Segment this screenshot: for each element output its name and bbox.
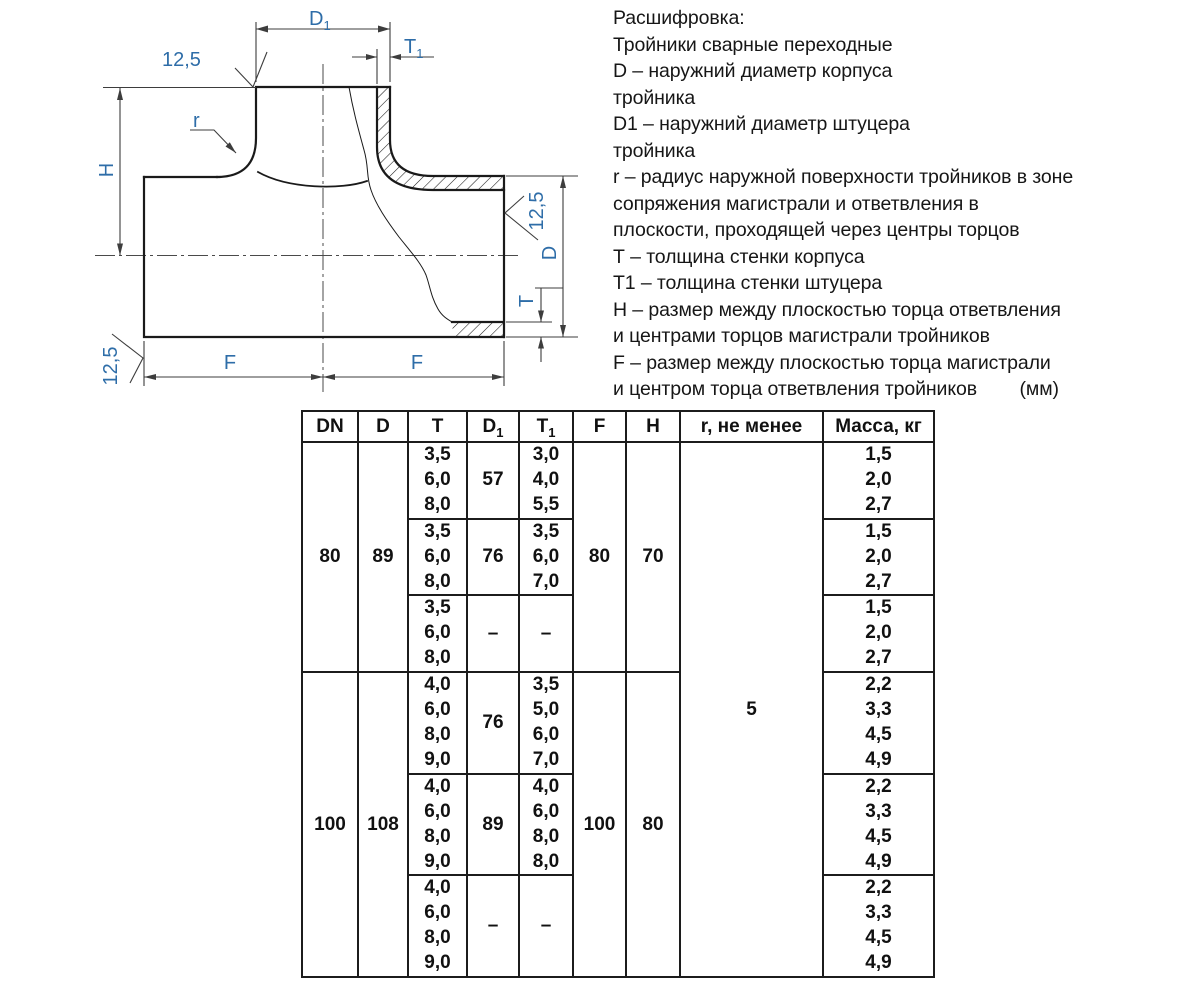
cell-h: 80 — [626, 672, 680, 977]
cell-t1-values: – — [519, 595, 573, 672]
legend-line: Т – толщина стенки корпуса — [613, 245, 865, 268]
col-header-d: D — [358, 411, 408, 442]
cell-dn: 100 — [302, 672, 358, 977]
legend-line: тройника — [613, 86, 696, 109]
legend-line: Т1 – толщина стенки штуцера — [613, 272, 883, 294]
cell-t-values: 4,0 6,0 8,0 9,0 — [408, 875, 467, 977]
cell-d1: 76 — [467, 672, 519, 774]
cell-mass-values: 2,2 3,3 4,5 4,9 — [823, 875, 934, 977]
legend-title: Расшифровка: — [613, 7, 745, 29]
col-header-r: r, не менее — [680, 411, 823, 442]
legend-line: Тройники сварные переходные — [613, 33, 893, 56]
radius-leader — [190, 130, 236, 153]
cell-d1: 89 — [467, 774, 519, 876]
bottom-wall-section — [452, 322, 504, 337]
roughness-label-top: 12,5 — [162, 49, 201, 71]
branch-wall-section — [377, 87, 504, 190]
cell-d1: – — [467, 875, 519, 977]
cell-d1: – — [467, 595, 519, 672]
legend-line: и центром торца ответвления тройников (мм) — [613, 378, 1059, 400]
roughness-label-bottom: 12,5 — [100, 346, 122, 386]
dim-label-t1: $T_1$ — [404, 36, 424, 61]
dim-label-d1: $D_1$ — [309, 8, 331, 33]
dim-label-f-right: F — [410, 352, 424, 374]
table-row — [302, 442, 934, 519]
legend-line: D1 – наружний диаметр штуцера — [613, 113, 910, 135]
legend-line: и центрами торцов магистрали тройников — [613, 325, 990, 347]
legend-line: тройника — [613, 139, 696, 162]
cell-d: 89 — [358, 442, 408, 672]
legend-line: F – размер между плоскостью торца магистрали — [613, 351, 1051, 374]
cell-t1-values: 4,0 6,0 8,0 8,0 — [519, 774, 573, 876]
cell-t-values: 3,5 6,0 8,0 — [408, 519, 467, 596]
cell-d: 108 — [358, 672, 408, 977]
cell-mass-values: 2,2 3,3 4,5 4,9 — [823, 774, 934, 876]
cell-t1-values: 3,5 5,0 6,0 7,0 — [519, 672, 573, 774]
radius-label: r — [193, 110, 200, 132]
cell-mass-values: 1,5 2,0 2,7 — [823, 595, 934, 672]
cell-mass-values: 1,5 2,0 2,7 — [823, 442, 934, 519]
cell-t-values: 3,5 6,0 8,0 — [408, 442, 467, 519]
dim-label-t: T — [516, 294, 538, 308]
cell-f: 80 — [573, 442, 626, 672]
cell-t1-values: 3,0 4,0 5,5 — [519, 442, 573, 519]
cell-f: 100 — [573, 672, 626, 977]
cell-r-min: 5 — [680, 442, 823, 977]
saddle-curve — [258, 172, 367, 187]
cell-t1-values: – — [519, 875, 573, 977]
legend-line: сопряжения магистрали и ответвления в — [613, 192, 979, 215]
centerlines — [95, 64, 518, 392]
cell-d1: 57 — [467, 442, 519, 519]
col-header-d1: $D_1$ — [467, 411, 519, 442]
cell-t-values: 4,0 6,0 8,0 9,0 — [408, 774, 467, 876]
col-header-f: F — [573, 411, 626, 442]
dim-label-f-left: F — [223, 352, 237, 374]
legend-line: плоскости, проходящей через центры торцов — [613, 219, 1020, 241]
table-row — [302, 672, 934, 774]
cell-dn: 80 — [302, 442, 358, 672]
cell-mass-values: 2,2 3,3 4,5 4,9 — [823, 672, 934, 774]
col-header-h: H — [626, 411, 680, 442]
legend-line: Н – размер между плоскостью торца ответвления — [613, 298, 1061, 321]
tee-drawing — [0, 0, 610, 402]
col-header-mass: Масса, кг — [823, 411, 934, 442]
dimensions-table — [301, 410, 935, 978]
cell-d1: 76 — [467, 519, 519, 596]
table-header-row — [302, 411, 934, 442]
dim-label-h: H — [96, 162, 118, 178]
cell-t1-values: 3,5 6,0 7,0 — [519, 519, 573, 596]
cell-t-values: 4,0 6,0 8,0 9,0 — [408, 672, 467, 774]
dimension-lines — [103, 22, 578, 386]
legend — [613, 5, 1198, 403]
col-header-t1: $T_1$ — [519, 411, 573, 442]
legend-line: D – наружний диаметр корпуса — [613, 60, 893, 82]
break-line — [349, 87, 452, 322]
dim-label-d: D — [539, 245, 561, 261]
col-header-dn: DN — [302, 411, 358, 442]
legend-line: r – радиус наружной поверхности тройников в зоне — [613, 166, 1074, 188]
roughness-symbol-top — [235, 52, 267, 87]
cell-h: 70 — [626, 442, 680, 672]
cell-mass-values: 1,5 2,0 2,7 — [823, 519, 934, 596]
col-header-t: T — [408, 411, 467, 442]
cell-t-values: 3,5 6,0 8,0 — [408, 595, 467, 672]
roughness-label-right: 12,5 — [526, 191, 548, 231]
